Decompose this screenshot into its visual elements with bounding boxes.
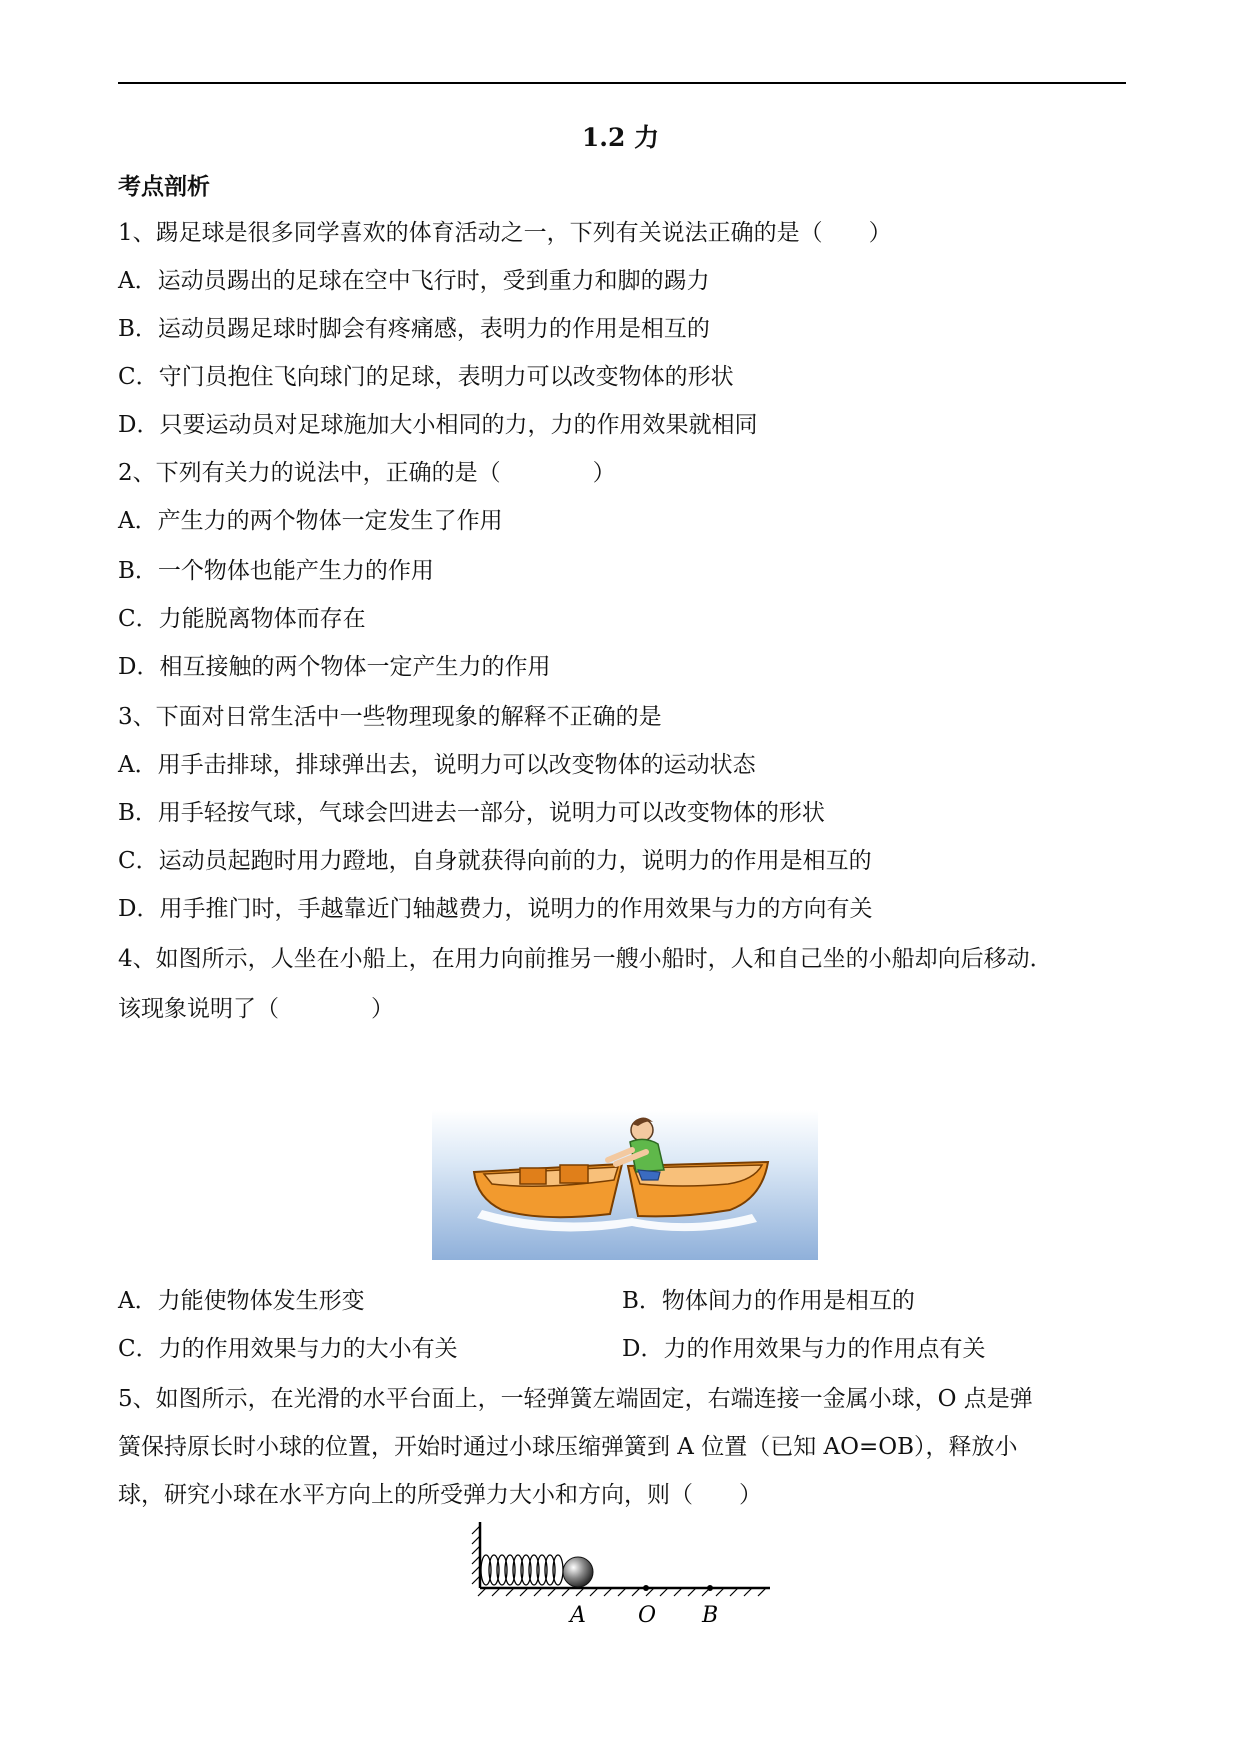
label-o: O xyxy=(638,1603,657,1628)
q1-option-c: C．守门员抱住飞向球门的足球，表明力可以改变物体的形状 xyxy=(118,364,734,390)
q1-option-b: B．运动员踢足球时脚会有疼痛感，表明力的作用是相互的 xyxy=(118,316,710,342)
q4-stem-line2: 该现象说明了（ ） xyxy=(118,996,394,1022)
section-heading: 考点剖析 xyxy=(118,174,210,200)
q4-stem-line1: 4、如图所示，人坐在小船上，在用力向前推另一艘小船时，人和自己坐的小船却向后移动． xyxy=(118,946,1053,972)
q2-option-d: D．相互接触的两个物体一定产生力的作用 xyxy=(118,654,551,680)
q5-stem-line3: 球，研究小球在水平方向上的所受弹力大小和方向，则（ ） xyxy=(118,1482,762,1508)
q1-stem: 1、踢足球是很多同学喜欢的体育活动之一，下列有关说法正确的是（ ） xyxy=(118,220,892,246)
q4-option-b: B．物体间力的作用是相互的 xyxy=(622,1288,915,1314)
spring-figure xyxy=(470,1518,780,1628)
q3-option-d: D．用手推门时，手越靠近门轴越费力，说明力的作用效果与力的方向有关 xyxy=(118,896,873,922)
q3-option-b: B．用手轻按气球，气球会凹进去一部分，说明力可以改变物体的形状 xyxy=(118,800,825,826)
q4-option-a: A．力能使物体发生形变 xyxy=(118,1288,365,1314)
boat-figure xyxy=(432,1110,818,1260)
q2-stem: 2、下列有关力的说法中，正确的是（ ） xyxy=(118,460,616,486)
q5-stem-line2: 簧保持原长时小球的位置，开始时通过小球压缩弹簧到 A 位置（已知 AO=OB），释放小 xyxy=(118,1434,1018,1460)
q1-option-a: A．运动员踢出的足球在空中飞行时，受到重力和脚的踢力 xyxy=(118,268,710,294)
q4-option-d: D．力的作用效果与力的作用点有关 xyxy=(622,1336,986,1362)
point-b-dot xyxy=(707,1585,713,1591)
q2-option-a: A．产生力的两个物体一定发生了作用 xyxy=(118,508,503,534)
spring xyxy=(481,1555,563,1585)
q1-option-d: D．只要运动员对足球施加大小相同的力，力的作用效果就相同 xyxy=(118,412,758,438)
q5-stem-line1: 5、如图所示，在光滑的水平台面上，一轻弹簧左端固定，右端连接一金属小球，O 点是弹 xyxy=(118,1386,1033,1412)
page-title: 1.2 力 xyxy=(581,123,660,152)
metal-ball xyxy=(563,1557,593,1587)
header-rule xyxy=(118,82,1126,84)
label-a: A xyxy=(570,1603,586,1628)
q4-option-c: C．力的作用效果与力的大小有关 xyxy=(118,1336,458,1362)
point-o-dot xyxy=(643,1585,649,1591)
q3-stem: 3、下面对日常生活中一些物理现象的解释不正确的是 xyxy=(118,704,662,730)
q2-option-b: B．一个物体也能产生力的作用 xyxy=(118,558,434,584)
q3-option-c: C．运动员起跑时用力蹬地，自身就获得向前的力，说明力的作用是相互的 xyxy=(118,848,872,874)
label-b: B xyxy=(702,1603,719,1628)
q2-option-c: C．力能脱离物体而存在 xyxy=(118,606,366,632)
q3-option-a: A．用手击排球，排球弹出去，说明力可以改变物体的运动状态 xyxy=(118,752,756,778)
